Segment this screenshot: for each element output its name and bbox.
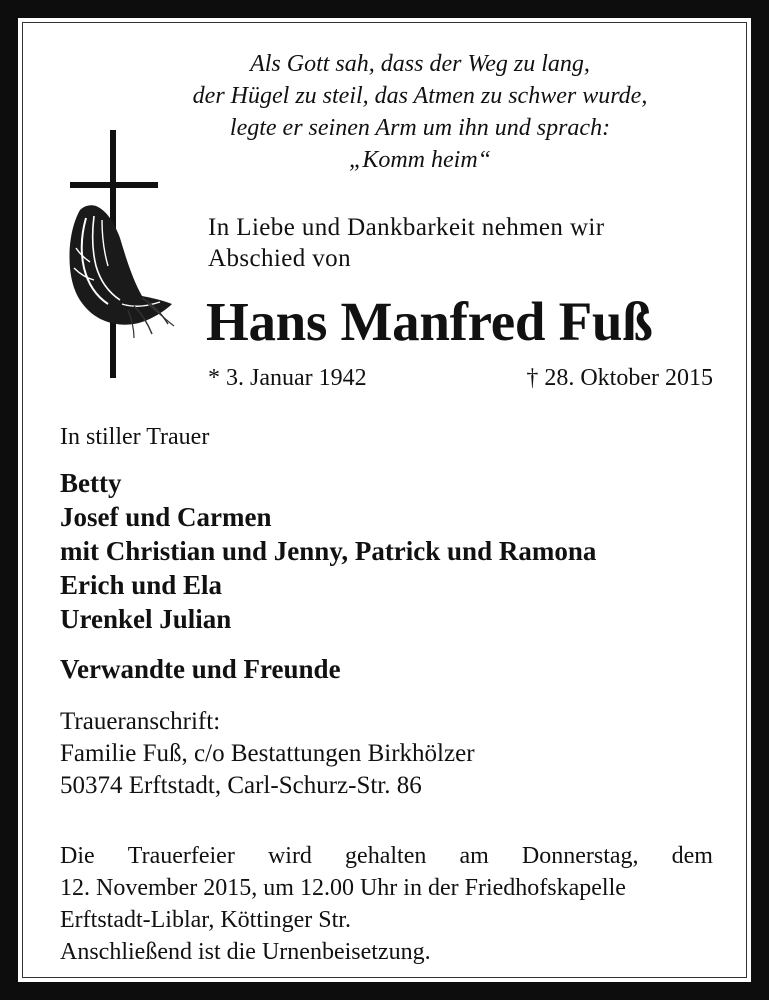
verse-line: der Hügel zu steil, das Atmen zu schwer wurde, (192, 83, 648, 109)
mourner-name: Betty (60, 468, 122, 498)
ceremony-word: Die (60, 843, 95, 869)
memorial-verse (120, 48, 720, 176)
cross-and-hands-emblem (62, 128, 182, 384)
death-date: † 28. Oktober 2015 (526, 365, 713, 391)
verse-line: Als Gott sah, dass der Weg zu lang, (250, 51, 590, 77)
praying-hands-icon (69, 205, 174, 338)
birth-date: * 3. Januar 1942 (208, 365, 367, 391)
ceremony-line-4: Anschließend ist die Urnenbeisetzung. (60, 939, 431, 965)
address-line: 50374 Erftstadt, Carl-Schurz-Str. 86 (60, 772, 422, 799)
mourner-name: Josef und Carmen (60, 502, 272, 532)
funeral-ceremony-info (60, 840, 713, 968)
mourning-intro: In stiller Trauer (60, 424, 210, 450)
ceremony-word: gehalten (345, 843, 427, 869)
ceremony-word: Trauerfeier (127, 843, 235, 869)
mourners-list (60, 466, 596, 636)
life-dates (208, 362, 713, 394)
cross-icon (62, 128, 182, 384)
relatives-and-friends: Verwandte und Freunde (60, 654, 341, 684)
farewell-intro (208, 212, 728, 274)
intro-line: In Liebe und Dankbarkeit nehmen wir (208, 214, 605, 241)
ceremony-word: am (459, 843, 489, 869)
ceremony-line-2: 12. November 2015, um 12.00 Uhr in der Friedhofskapelle (60, 875, 626, 901)
ceremony-line-1 (60, 840, 713, 872)
ceremony-word: Donnerstag, (521, 843, 639, 869)
mourner-name: Urenkel Julian (60, 604, 232, 634)
address-line: Traueranschrift: (60, 708, 221, 735)
address-line: Familie Fuß, c/o Bestattungen Birkhölzer (60, 740, 475, 767)
mourner-name: mit Christian und Jenny, Patrick und Ramona (60, 536, 597, 566)
verse-line: legte er seinen Arm um ihn und sprach: (229, 115, 611, 141)
verse-line: „Komm heim“ (348, 147, 492, 173)
ceremony-line-3: Erftstadt-Liblar, Köttinger Str. (60, 907, 351, 933)
mourning-address (60, 706, 475, 802)
ceremony-word: wird (267, 843, 312, 869)
mourner-name: Erich und Ela (60, 570, 223, 600)
deceased-name: Hans Manfred Fuß (206, 291, 653, 352)
ceremony-word: dem (671, 843, 713, 869)
intro-line: Abschied von (208, 245, 351, 272)
